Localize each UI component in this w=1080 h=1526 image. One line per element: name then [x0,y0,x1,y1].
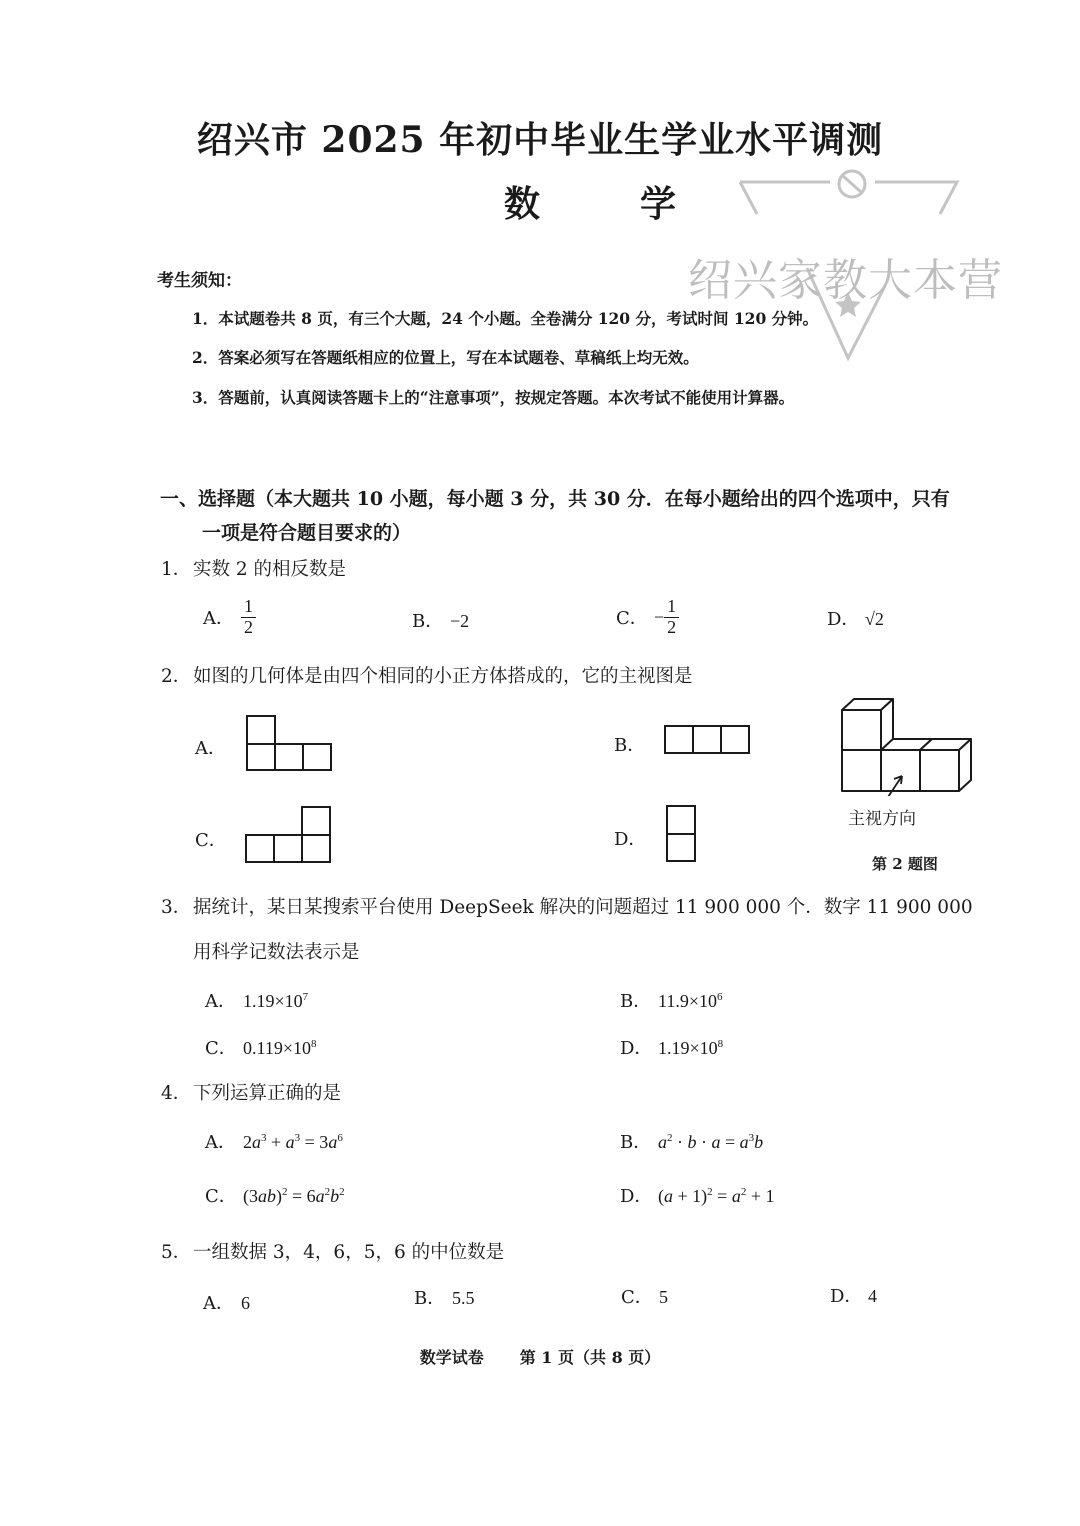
question-number: 2． [161,666,192,687]
q4-option-d[interactable] [620,1182,774,1208]
question-stem: 下列运算正确的是 [193,1083,342,1104]
section-1-heading [160,482,1020,550]
option-expression: $a^2 \cdot b \cdot a = a^3b$ [658,1132,764,1152]
question-1 [161,555,346,581]
q4-option-b[interactable] [620,1128,763,1154]
question-number: 4． [161,1083,192,1104]
question-number: 5． [161,1242,192,1263]
q2-direction-label: 主视方向 [848,809,916,829]
option-value: 5.5 [452,1288,475,1308]
minus-sign: − [654,606,665,627]
numerator: 1 [241,597,256,618]
question-3 [161,893,973,919]
question-2 [161,662,693,688]
q2-option-c[interactable] [195,826,233,852]
notice-item-1: 1．本试题卷共 8 页，有三个大题，24 个小题。全卷满分 120 分，考试时间 120 分钟。 [192,309,819,328]
option-expression: $2a^3 + a^3 = 3a^6$ [243,1132,343,1152]
footer-page-number: 第 1 页（共 8 页） [519,1348,661,1367]
option-label: C． [621,1287,653,1308]
option-label: A． [195,738,226,759]
fraction [241,597,256,638]
option-label: C． [616,608,648,630]
option-value: √2 [865,609,884,629]
q1-option-a[interactable] [203,597,256,638]
option-exponent: 6 [716,991,723,1003]
exam-subject: 数学 [503,183,776,225]
question-number: 3． [161,897,192,918]
question-stem: 如图的几何体是由四个相同的小正方体搭成的，它的主视图是 [193,666,693,687]
q2-option-b-figure [663,724,753,756]
option-exponent: 8 [717,1038,724,1050]
option-label: C． [195,830,227,851]
option-value: 6 [241,1293,250,1313]
question-number: 1． [161,559,192,580]
q2-option-d-figure [665,804,699,864]
q2-figure-caption: 第 2 题图 [872,855,938,873]
q2-option-b[interactable] [614,731,652,757]
page-footer [0,1345,1080,1368]
option-label: D． [620,1038,653,1059]
option-label: D． [614,829,647,850]
option-value: 4 [868,1286,877,1306]
fraction [664,597,679,638]
q3-option-a[interactable] [205,987,308,1013]
watermark-text: 绍兴家教大本营 [688,255,1003,306]
numerator: 1 [664,597,679,618]
denominator: 2 [244,616,253,637]
q2-option-a[interactable] [195,734,233,760]
option-label: C． [205,1186,237,1207]
question-5 [161,1238,504,1264]
q2-option-a-figure [245,714,335,774]
q5-option-d[interactable] [830,1282,877,1308]
q1-option-d[interactable] [827,605,884,631]
question-stem: 实数 2 的相反数是 [193,559,347,580]
option-value: 5 [659,1287,668,1307]
q5-option-a[interactable] [203,1289,250,1315]
option-label: A． [205,1132,236,1153]
q2-option-d[interactable] [614,825,652,851]
q1-option-b[interactable] [412,607,469,633]
section-1-line-2: 一项是符合题目要求的） [202,522,412,544]
q4-option-c[interactable] [205,1182,345,1208]
option-label: A． [203,1293,234,1314]
q5-option-c[interactable] [621,1283,668,1309]
question-stem: 一组数据 3，4，6，5，6 的中位数是 [193,1242,505,1263]
q2-cube-figure [838,696,978,796]
denominator: 2 [667,616,677,637]
option-label: B． [414,1288,446,1309]
option-label: B． [620,991,652,1012]
notice-item-2: 2．答案必须写在答题纸相应的位置上，写在本试题卷、草稿纸上均无效。 [192,348,699,367]
option-label: B． [620,1132,652,1153]
option-label: D． [620,1186,653,1207]
option-label: B． [614,735,646,756]
q3-option-d[interactable] [620,1034,723,1060]
option-value: −2 [450,611,470,631]
option-label: D． [827,609,860,630]
q2-option-c-figure [244,805,334,865]
option-label: A． [205,991,236,1012]
question-4 [161,1079,341,1105]
section-1-line-1: 一、选择题（本大题共 10 小题，每小题 3 分，共 30 分．在每小题给出的四个选项中，只有 [160,488,950,510]
option-label: D． [830,1286,863,1307]
q5-option-b[interactable] [414,1284,475,1310]
option-label: A． [203,608,234,630]
option-label: C． [205,1038,237,1059]
q4-option-a[interactable] [205,1128,343,1154]
footer-subject: 数学试卷 [419,1348,484,1367]
option-base: 1.19×10 [658,1038,718,1058]
exam-title: 绍兴市 2025 年初中毕业生学业水平调测 [196,119,884,161]
question-stem-line-1: 据统计，某日某搜索平台使用 DeepSeek 解决的问题超过 11 900 000 个．数字 11 900 000 [193,897,973,918]
notice-heading: 考生须知： [157,271,242,291]
q3-option-b[interactable] [620,987,722,1013]
option-base: 11.9×10 [658,991,717,1011]
option-exponent: 8 [310,1038,317,1050]
notice-item-3: 3．答题前，认真阅读答题卡上的“注意事项”，按规定答题。本次考试不能使用计算器。 [192,388,795,407]
question-3-line-2: 用科学记数法表示是 [193,942,360,963]
q3-option-c[interactable] [205,1034,316,1060]
option-expression: $(a + 1)^2 = a^2 + 1$ [658,1186,775,1206]
option-label: B． [412,611,444,632]
option-expression: $(3ab)^2 = 6a^2b^2$ [243,1186,345,1206]
option-exponent: 7 [302,991,309,1003]
option-base: 1.19×10 [243,991,303,1011]
option-base: 0.119×10 [243,1038,311,1058]
q1-option-c[interactable] [616,597,679,638]
